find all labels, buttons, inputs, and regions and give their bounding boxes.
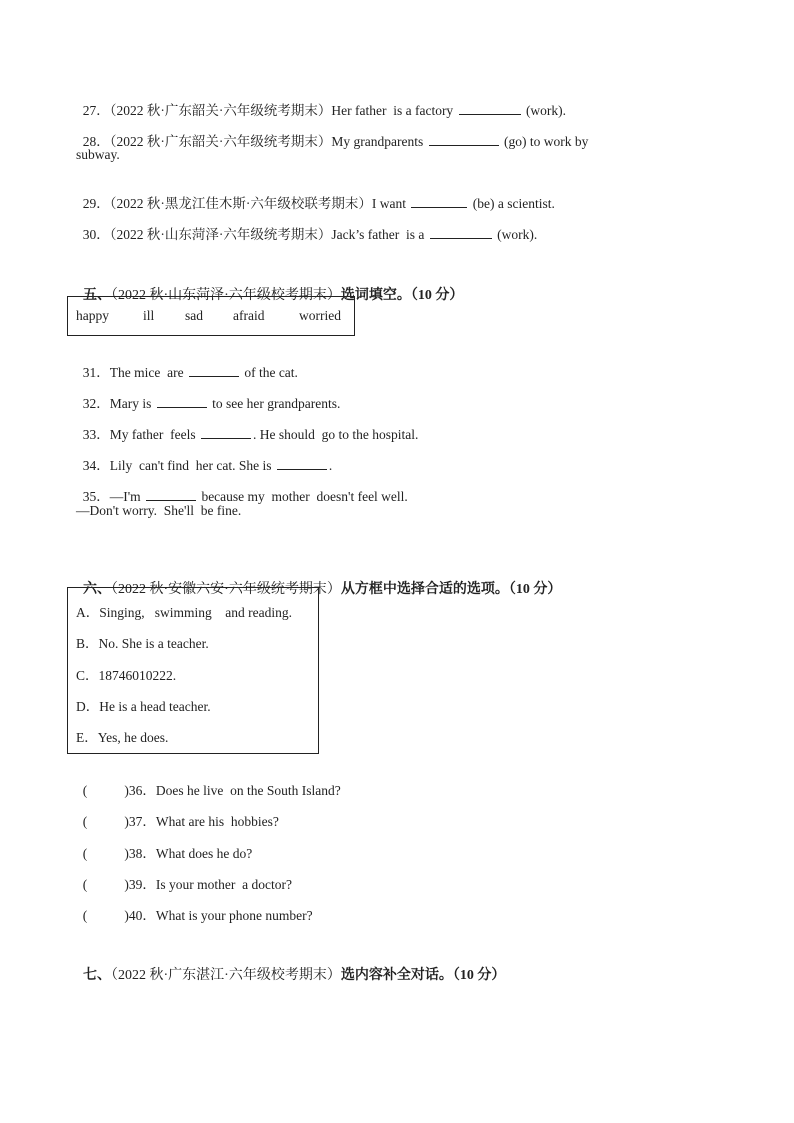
question-text: (work).: [522, 103, 567, 118]
question-text: . He should go to the hospital.: [252, 427, 419, 442]
section-7-title: [76, 949, 505, 985]
question-text: My father feels: [109, 427, 199, 442]
word-bank-item: sad: [185, 308, 203, 323]
option-letter: E．: [76, 730, 98, 745]
option-b: [76, 632, 209, 652]
question-number: 29．: [82, 196, 110, 211]
section-heading: 选词填空。（10 分）: [340, 288, 464, 303]
answer-parentheses[interactable]: ( ): [82, 783, 129, 798]
answer-blank[interactable]: [277, 457, 327, 470]
word-bank-box: [67, 296, 355, 336]
question-35-reply: —Don't worry. She'll be fine.: [76, 503, 242, 518]
question-30: [76, 208, 537, 244]
question-text: Her father is a factory: [331, 103, 457, 118]
match-question-40: [76, 888, 313, 924]
option-text: No. She is a teacher.: [98, 636, 209, 651]
section-heading: 从方框中选择合适的选项。（10 分）: [340, 582, 562, 597]
answer-parentheses[interactable]: ( ): [82, 877, 129, 892]
question-number: 35．: [82, 489, 110, 504]
section-heading: 选内容补全对话。（10 分）: [340, 968, 506, 983]
question-number: 37．: [128, 814, 156, 829]
question-number: 34．: [82, 458, 110, 473]
option-d: [76, 695, 211, 715]
answer-parentheses[interactable]: ( ): [82, 908, 129, 923]
option-text: 18746010222.: [98, 668, 177, 683]
question-35: [76, 470, 408, 506]
word-bank-item: afraid: [233, 308, 265, 323]
question-text: because my mother doesn't feel well.: [198, 489, 408, 504]
question-number: 27．: [82, 103, 110, 118]
question-number: 32．: [82, 396, 110, 411]
question-text: to see her grandparents.: [208, 396, 341, 411]
question-text: I want: [371, 196, 410, 211]
option-letter: C．: [76, 668, 99, 683]
section-source: （2022 秋·山东菏泽·六年级校考期末）: [111, 288, 341, 303]
word-bank-item: happy: [76, 308, 109, 323]
answer-blank[interactable]: [411, 195, 467, 208]
question-source: （2022 秋·山东菏泽·六年级统考期末）: [109, 227, 332, 242]
answer-blank[interactable]: [459, 102, 521, 115]
answer-blank[interactable]: [429, 133, 499, 146]
question-source: （2022 秋·广东韶关·六年级统考期末）: [109, 134, 332, 149]
option-text: He is a head teacher.: [99, 699, 211, 714]
answer-parentheses[interactable]: ( ): [82, 814, 129, 829]
option-e: [76, 726, 168, 746]
section-prefix: 七、: [83, 968, 111, 983]
word-bank-item: worried: [299, 308, 341, 323]
question-text: My grandparents: [331, 134, 427, 149]
section-prefix: 六、: [83, 582, 111, 597]
option-text: Yes, he does.: [97, 730, 169, 745]
question-number: 39．: [128, 877, 156, 892]
question-number: 33．: [82, 427, 110, 442]
option-letter: D．: [76, 699, 100, 714]
question-text: .: [328, 458, 333, 473]
answer-blank[interactable]: [430, 226, 492, 239]
question-text: What is your phone number?: [155, 908, 313, 923]
question-text: Jack’s father is a: [331, 227, 428, 242]
options-box: [67, 587, 319, 754]
question-text: Does he live on the South Island?: [155, 783, 341, 798]
question-source: （2022 秋·广东韶关·六年级统考期末）: [109, 103, 332, 118]
question-text: (go) to work by: [500, 134, 589, 149]
question-number: 30．: [82, 227, 110, 242]
question-text: (work).: [493, 227, 538, 242]
question-text: Lily can't find her cat. She is: [109, 458, 275, 473]
question-text: (be) a scientist.: [469, 196, 555, 211]
question-text: What does he do?: [155, 846, 253, 861]
section-source: （2022 秋·广东湛江·六年级校考期末）: [111, 968, 341, 983]
answer-blank[interactable]: [189, 364, 239, 377]
question-number: 40．: [128, 908, 156, 923]
option-c: [76, 664, 176, 684]
answer-blank[interactable]: [157, 395, 207, 408]
answer-parentheses[interactable]: ( ): [82, 846, 129, 861]
question-number: 31．: [82, 365, 110, 380]
question-text: —I'm: [109, 489, 145, 504]
section-prefix: 五、: [83, 288, 111, 303]
question-28: [76, 115, 588, 151]
question-text: What are his hobbies?: [155, 814, 279, 829]
question-text: Mary is: [109, 396, 155, 411]
option-letter: A．: [76, 605, 100, 620]
question-source: （2022 秋·黑龙江佳木斯·六年级校联考期末）: [109, 196, 372, 211]
answer-blank[interactable]: [201, 426, 251, 439]
question-text: The mice are: [109, 365, 187, 380]
word-bank-item: ill: [143, 308, 155, 323]
question-28-continuation: subway.: [76, 147, 120, 162]
question-text: Is your mother a doctor?: [155, 877, 292, 892]
option-a: [76, 601, 292, 621]
question-text: of the cat.: [240, 365, 298, 380]
question-number: 28．: [82, 134, 110, 149]
option-text: Singing, swimming and reading.: [99, 605, 292, 620]
section-source: （2022 秋·安徽六安·六年级统考期末）: [111, 582, 341, 597]
match-question-37: [76, 794, 279, 830]
option-letter: B．: [76, 636, 99, 651]
answer-blank[interactable]: [146, 488, 196, 501]
question-number: 36．: [128, 783, 156, 798]
question-number: 38．: [128, 846, 156, 861]
